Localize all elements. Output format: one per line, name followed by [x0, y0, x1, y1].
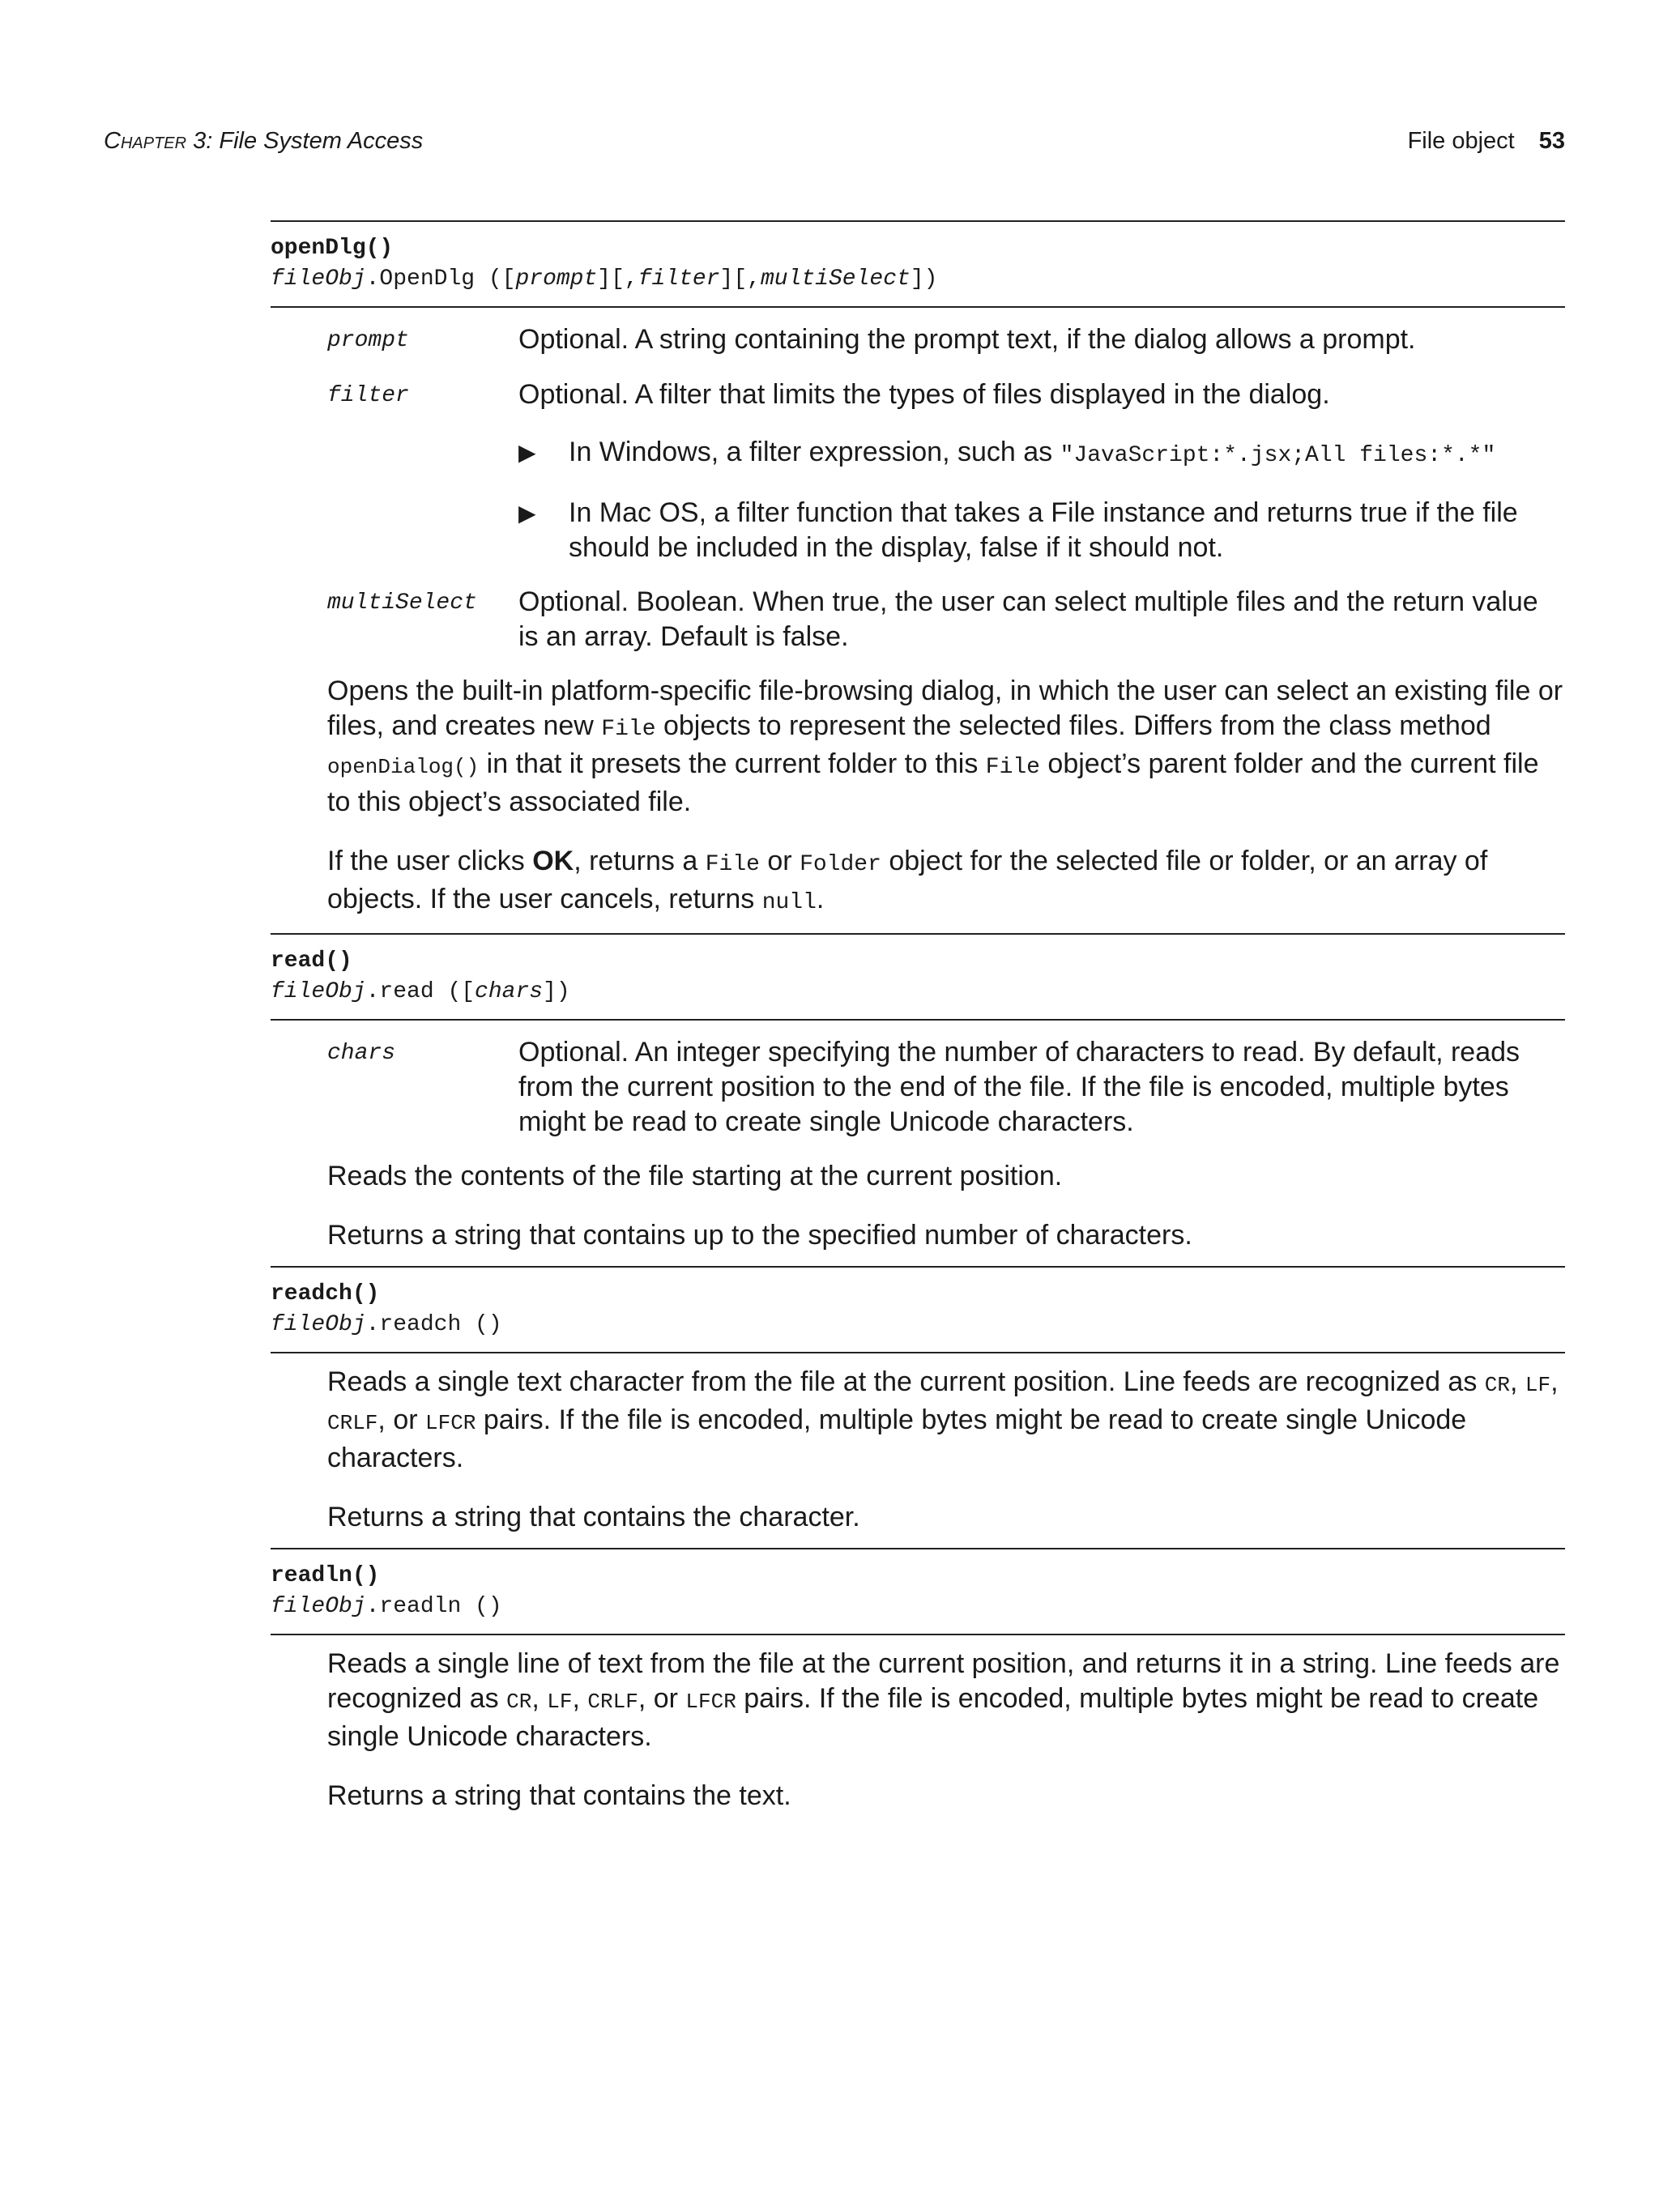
syntax-sep: ][,: [719, 266, 761, 292]
text-run: If the user clicks: [327, 846, 533, 876]
text-run: pairs. If the file is encoded, multiple bytes might be read to create single Unicode characters.: [327, 1683, 1539, 1752]
syntax-method: .readch (): [365, 1312, 502, 1337]
text-run: ,: [572, 1683, 588, 1714]
text-run: ,: [1510, 1366, 1525, 1397]
method-name: openDlg(): [271, 236, 394, 261]
code-run: LFCR: [425, 1411, 476, 1435]
text-run: Opens the built-in platform-specific file-browsing dialog, in which the user can select an existing file or files, and creates new: [327, 676, 1563, 741]
param-desc-text: Optional. A filter that limits the types of files displayed in the dialog.: [518, 379, 1330, 410]
bullet-triangle-icon: ▶: [518, 440, 536, 465]
method-body: [271, 1635, 1565, 1826]
text-run: Reads a single line of text from the file at the current position, and returns it in a string. Line feeds are recognized as: [327, 1648, 1560, 1714]
page-number: 53: [1538, 128, 1565, 154]
syntax-arg: prompt: [515, 266, 598, 292]
text-run: , or: [377, 1404, 425, 1435]
return-paragraph: Returns a string that contains the text.: [327, 1780, 791, 1811]
code-run: LF: [1525, 1373, 1551, 1397]
syntax-arg: chars: [475, 979, 544, 1004]
syntax-method: .readln (): [365, 1594, 502, 1619]
description-paragraph: Reads the contents of the file starting at the current position.: [327, 1161, 1063, 1191]
chapter-number: Chapter 3: [104, 128, 207, 154]
param-row: [327, 1035, 1565, 1140]
param-desc-text: Optional. An integer specifying the number of characters to read. By default, reads from the current position to the end of the file. If the file is encoded, multiple bytes might be read to create single Unicode characters.: [518, 1037, 1520, 1137]
code-run: CRLF: [587, 1690, 638, 1714]
text-run: Reads a single text character from the file at the current position. Line feeds are recognized as: [327, 1366, 1485, 1397]
description-paragraph: [327, 1647, 1565, 1754]
description-paragraph: [327, 674, 1565, 820]
text-run: pairs. If the file is encoded, multiple bytes might be read to create single Unicode characters.: [327, 1404, 1467, 1473]
text-run: ,: [1550, 1366, 1559, 1397]
bullet-item: [518, 496, 1565, 565]
code-run: null: [761, 890, 817, 915]
param-name: multiSelect: [327, 590, 477, 616]
syntax-object: fileObj: [271, 1312, 366, 1337]
code-run: openDialog(): [327, 755, 480, 779]
method-body: [271, 1353, 1565, 1548]
text-run: , or: [638, 1683, 686, 1714]
method-entry-read: [271, 933, 1565, 1266]
bullet-item: [518, 435, 1565, 473]
method-signature: [271, 1268, 1565, 1353]
bullet-triangle-icon: ▶: [518, 501, 536, 526]
method-signature: [271, 1549, 1565, 1635]
method-body: [271, 1021, 1565, 1266]
text-run: .: [816, 884, 825, 914]
bullet-text: In Mac OS, a filter function that takes a File instance and returns true if the file should be included in the display, false if it should not.: [569, 497, 1518, 563]
syntax-arg: multiSelect: [760, 266, 911, 292]
param-name: filter: [327, 383, 409, 408]
section-name: File object: [1407, 128, 1515, 154]
syntax-object: fileObj: [271, 979, 366, 1004]
bullet-text-main: In Windows, a filter expression, such as: [569, 437, 1060, 467]
param-desc: [518, 1035, 1565, 1140]
code-run: CR: [506, 1690, 532, 1714]
bullet-text: [569, 435, 1495, 473]
syntax-method: .OpenDlg ([: [365, 266, 516, 292]
text-run: ,: [531, 1683, 548, 1714]
bullet-code: "JavaScript:*.jsx;All files:*.*": [1060, 443, 1496, 468]
page-header: [104, 128, 1565, 155]
param-row: [327, 322, 1565, 358]
code-run: LF: [547, 1690, 573, 1714]
param-desc: [518, 377, 1565, 565]
method-syntax: [271, 977, 1565, 1008]
syntax-arg: filter: [638, 266, 720, 292]
syntax-object: fileObj: [271, 1594, 366, 1619]
method-entry-readch: [271, 1266, 1565, 1548]
param-desc-text: Optional. Boolean. When true, the user can select multiple files and the return value is an array. Default is false.: [518, 586, 1538, 652]
param-name: prompt: [327, 328, 409, 353]
code-run: CRLF: [327, 1411, 378, 1435]
method-name: readln(): [271, 1563, 380, 1588]
code-run: Folder: [800, 852, 881, 877]
param-row: [327, 585, 1565, 654]
param-name: chars: [327, 1041, 396, 1066]
text-run: object for the selected file or folder, or an array of objects. If the user cancels, returns: [327, 846, 1488, 914]
method-entry-opendlg: [271, 220, 1565, 933]
param-desc-text: Optional. A string containing the prompt text, if the dialog allows a prompt.: [518, 324, 1416, 355]
syntax-sep: ][,: [597, 266, 638, 292]
method-syntax: [271, 1310, 1565, 1340]
method-entry-readln: [271, 1548, 1565, 1826]
description-paragraph: [327, 1365, 1565, 1476]
code-run: File: [705, 852, 760, 877]
param-desc: [518, 322, 1565, 358]
method-name: read(): [271, 948, 352, 974]
syntax-object: fileObj: [271, 266, 366, 292]
code-run: File: [601, 717, 656, 742]
syntax-end: ]): [910, 266, 938, 292]
method-syntax: [271, 264, 1565, 295]
param-row: [327, 377, 1565, 565]
method-signature: [271, 935, 1565, 1021]
header-right: [1408, 128, 1565, 155]
text-run: , returns a: [574, 846, 706, 876]
method-signature: [271, 222, 1565, 308]
text-run: or: [759, 846, 800, 876]
return-paragraph: [327, 844, 1565, 920]
syntax-method: .read ([: [365, 979, 476, 1004]
chapter-title: [104, 128, 423, 155]
code-run: LFCR: [685, 1690, 736, 1714]
return-paragraph: Returns a string that contains up to the specified number of characters.: [327, 1220, 1192, 1251]
method-syntax: [271, 1592, 1565, 1622]
param-desc: [518, 585, 1565, 654]
return-paragraph: Returns a string that contains the character.: [327, 1502, 860, 1532]
text-run: objects to represent the selected files. Differs from the class method: [655, 710, 1491, 741]
page-content: [271, 220, 1565, 1826]
method-name: readch(): [271, 1281, 380, 1306]
text-run: object’s parent folder and the current file to this object’s associated file.: [327, 748, 1539, 817]
text-run: in that it presets the current folder to this: [479, 748, 986, 779]
method-body: [271, 308, 1565, 933]
code-run: CR: [1484, 1373, 1510, 1397]
syntax-end: ]): [543, 979, 570, 1004]
code-run: File: [985, 755, 1040, 780]
bold-run: OK: [532, 846, 574, 876]
chapter-name: : File System Access: [206, 128, 424, 154]
